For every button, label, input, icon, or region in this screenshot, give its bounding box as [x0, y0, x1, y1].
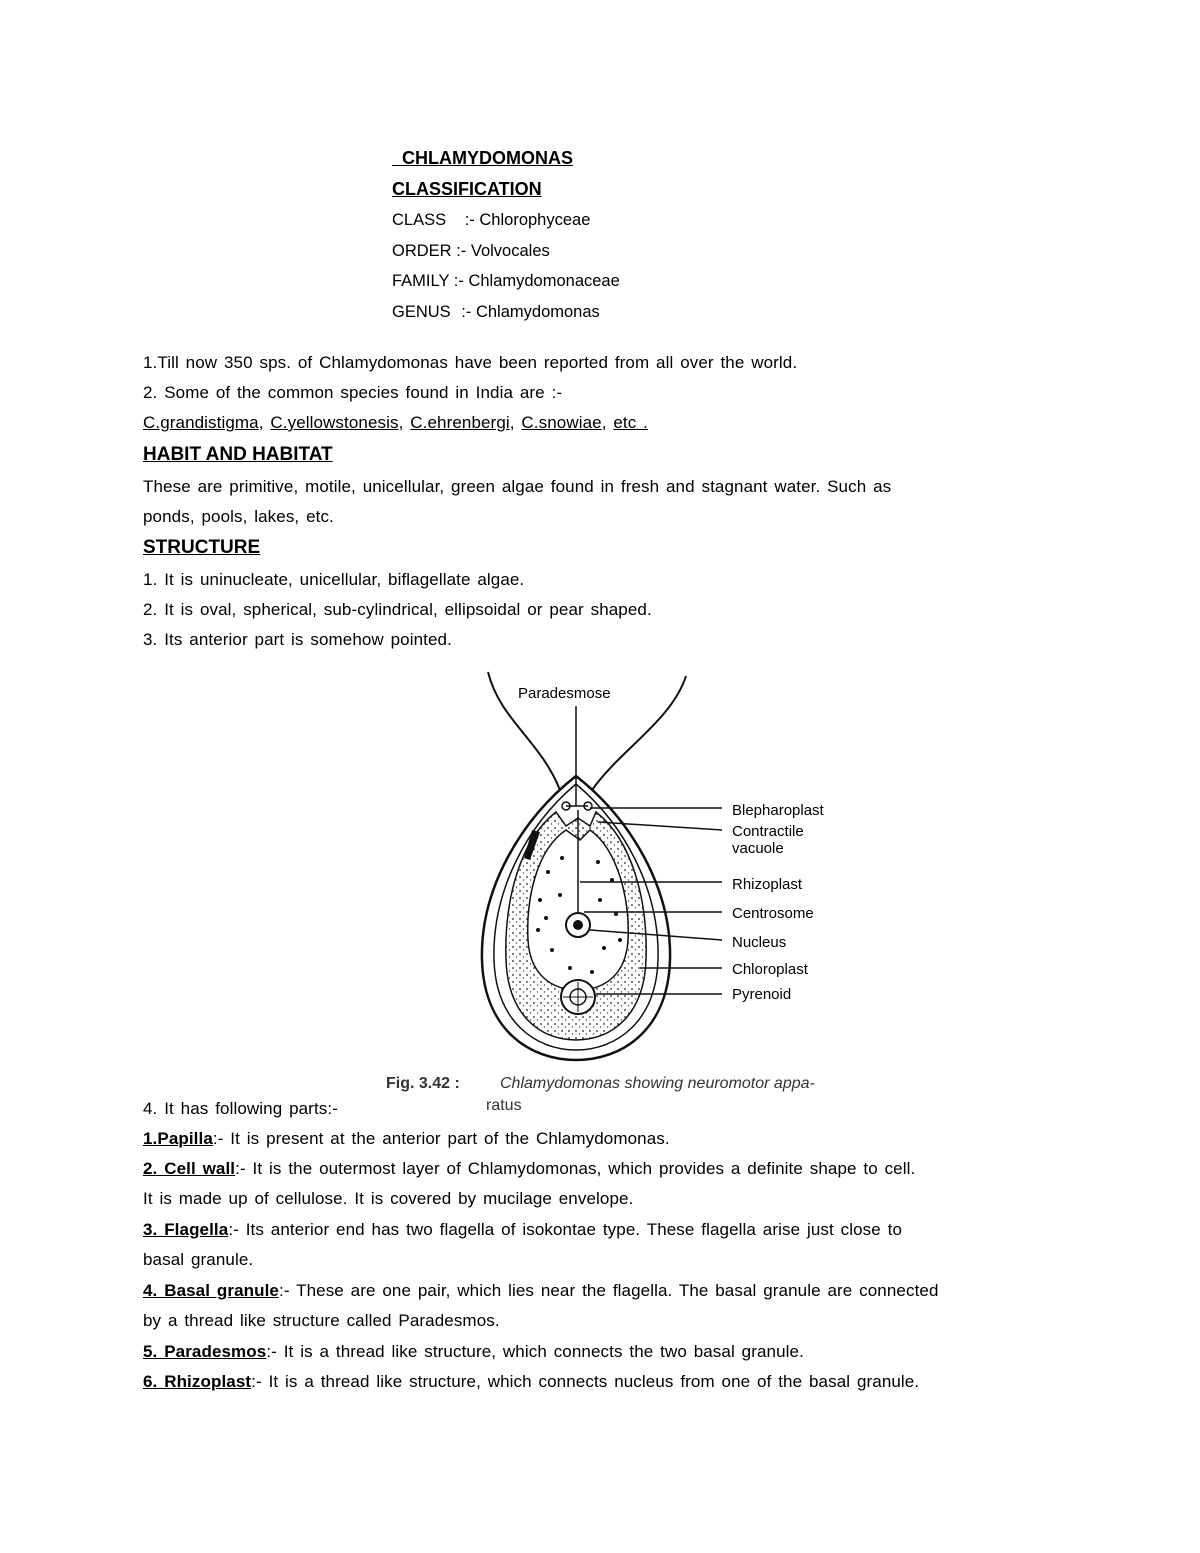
nucleolus [573, 920, 583, 930]
figure-caption-text-2: ratus [486, 1097, 522, 1114]
part-text: :- Its anterior end has two flagella of isokontae type. These flagella arise just close to [228, 1220, 903, 1239]
part-label: 4. Basal granule [143, 1281, 279, 1300]
label-blepharoplast: Blepharoplast [732, 802, 824, 819]
part-label: 1.Papilla [143, 1129, 213, 1148]
label-nucleus: Nucleus [732, 934, 787, 951]
chlamydomonas-diagram [380, 655, 940, 1120]
part-basal-granule [143, 1281, 939, 1301]
class-key: CLASS [392, 211, 447, 229]
label-centrosome: Centrosome [732, 905, 814, 922]
part-cellwall-line2: It is made up of cellulose. It is covered by mucilage envelope. [143, 1189, 634, 1208]
species-item: C.ehrenbergi [410, 413, 510, 432]
label-rhizoplast: Rhizoplast [732, 876, 803, 893]
species-item: C.yellowstonesis [270, 413, 399, 432]
order-key: ORDER [392, 242, 452, 260]
part-label: 3. Flagella [143, 1220, 229, 1239]
habit-line-1: These are primitive, motile, unicellular, green algae found in fresh and stagnant water. Such as [143, 477, 892, 496]
intro-paragraph-1: 1.Till now 350 sps. of Chlamydomonas have been reported from all over the world. [143, 353, 798, 372]
figure-caption-text: Chlamydomonas showing neuromotor appa- [500, 1075, 815, 1092]
order-sep: :- [456, 242, 467, 260]
label-chloroplast: Chloroplast [732, 961, 808, 978]
species-list: C.grandistigma, C.yellowstonesis, C.ehrenbergi, C.snowiae, etc . [143, 413, 648, 432]
part-flagella-line2: basal granule. [143, 1250, 254, 1269]
part-rhizoplast [143, 1372, 919, 1392]
class-sep: :- [464, 211, 475, 229]
family-row [392, 272, 620, 291]
parts-intro: 4. It has following parts:- [143, 1099, 338, 1118]
species-item: etc . [613, 413, 648, 432]
habit-heading: HABIT AND HABITAT [143, 444, 333, 465]
part-cellwall [143, 1159, 915, 1179]
part-text: :- It is a thread like structure, which connects the two basal granule. [266, 1342, 804, 1361]
part-papilla [143, 1129, 670, 1149]
label-vacuole: vacuole [732, 840, 784, 857]
part-text: :- These are one pair, which lies near the flagella. The basal granule are connected [279, 1281, 939, 1300]
family-sep: :- [453, 272, 464, 290]
habit-line-2: ponds, pools, lakes, etc. [143, 507, 334, 526]
figure-caption-number: Fig. 3.42 : [386, 1075, 460, 1092]
intro-paragraph-2: 2. Some of the common species found in India are :- [143, 383, 563, 402]
structure-heading: STRUCTURE [143, 537, 261, 558]
part-label: 2. Cell wall [143, 1159, 236, 1178]
label-contractile: Contractile [732, 823, 804, 840]
genus-value: Chlamydomonas [475, 303, 600, 321]
species-item: C.grandistigma [143, 413, 259, 432]
classification-heading: CLASSIFICATION [392, 179, 542, 199]
class-row [392, 211, 590, 230]
part-flagella [143, 1220, 902, 1240]
genus-row [392, 303, 600, 322]
part-basal-granule-line2: by a thread like structure called Paradesmos. [143, 1311, 500, 1330]
order-value: Volvocales [470, 242, 550, 260]
family-value: Chlamydomonaceae [468, 272, 620, 290]
structure-item: 1. It is uninucleate, unicellular, biflagellate algae. [143, 570, 525, 589]
species-item: C.snowiae [521, 413, 602, 432]
page-title [392, 148, 573, 169]
label-pyrenoid: Pyrenoid [732, 986, 792, 1003]
structure-item: 2. It is oval, spherical, sub-cylindrical, ellipsoidal or pear shaped. [143, 600, 652, 619]
family-key: FAMILY [392, 272, 450, 290]
part-text: :- It is the outermost layer of Chlamydomonas, which provides a definite shape to cell. [235, 1159, 916, 1178]
part-label: 6. Rhizoplast [143, 1372, 252, 1391]
page-title-text: CHLAMYDOMONAS [402, 148, 574, 168]
part-text: :- It is a thread like structure, which connects nucleus from one of the basal granule. [251, 1372, 920, 1391]
genus-key: GENUS [392, 303, 451, 321]
part-label: 5. Paradesmos [143, 1342, 267, 1361]
part-paradesmos [143, 1342, 804, 1362]
class-value: Chlorophyceae [479, 211, 591, 229]
label-paradesmose: Paradesmose [518, 685, 611, 702]
structure-item: 3. Its anterior part is somehow pointed. [143, 630, 452, 649]
part-text: :- It is present at the anterior part of the Chlamydomonas. [212, 1129, 670, 1148]
order-row [392, 242, 550, 261]
genus-sep: :- [461, 303, 472, 321]
